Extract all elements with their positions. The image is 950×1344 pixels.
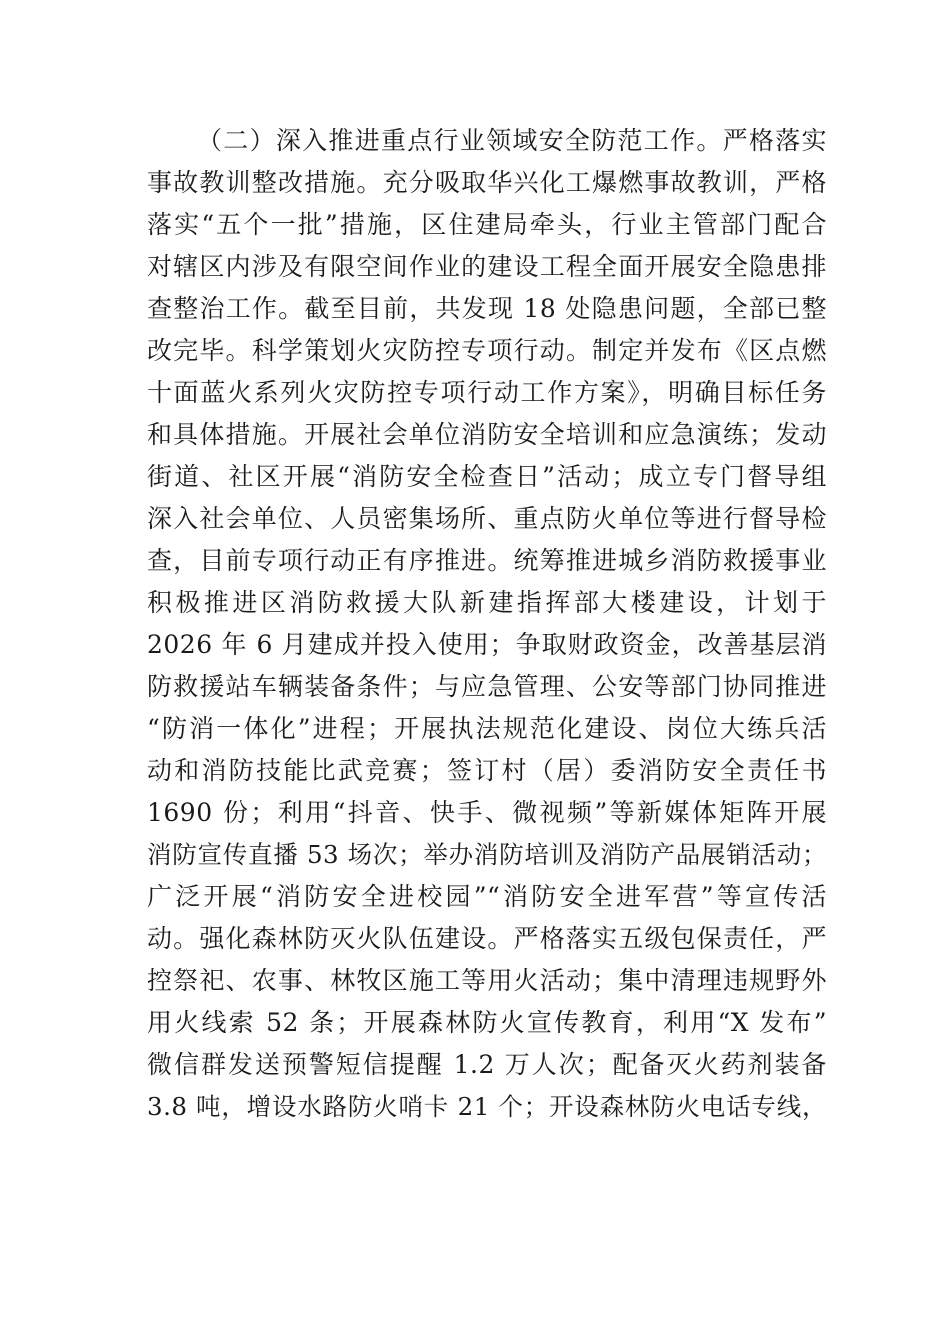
paragraph-line: 事故教训整改措施。充分吸取华兴化工爆燃事故教训，严格 bbox=[147, 168, 827, 197]
paragraph-line: 和具体措施。开展社会单位消防安全培训和应急演练；发动 bbox=[147, 420, 827, 449]
paragraph-line: 控祭祀、农事、林牧区施工等用火活动；集中清理违规野外 bbox=[147, 966, 827, 995]
paragraph-line: 积极推进区消防救援大队新建指挥部大楼建设，计划于 bbox=[147, 588, 827, 617]
paragraph-line: （二）深入推进重点行业领域安全防范工作。严格落实 bbox=[197, 126, 827, 155]
paragraph-line: 十面蓝火系列火灾防控专项行动工作方案》，明确目标任务 bbox=[147, 378, 827, 407]
paragraph-line: 动。强化森林防灭火队伍建设。严格落实五级包保责任，严 bbox=[147, 924, 827, 953]
paragraph-line: 街道、社区开展“消防安全检查日”活动；成立专门督导组 bbox=[147, 462, 827, 491]
paragraph-line: 用火线索 52 条；开展森林防火宣传教育，利用“X 发布” bbox=[147, 1008, 827, 1037]
paragraph-line: “防消一体化”进程；开展执法规范化建设、岗位大练兵活 bbox=[147, 714, 827, 743]
paragraph-line: 动和消防技能比武竞赛；签订村（居）委消防安全责任书 bbox=[147, 756, 827, 785]
body-paragraph bbox=[147, 120, 827, 1128]
paragraph-line: 广泛开展“消防安全进校园”“消防安全进军营”等宣传活 bbox=[147, 882, 827, 911]
paragraph-line: 改完毕。科学策划火灾防控专项行动。制定并发布《区点燃 bbox=[147, 336, 827, 365]
paragraph-line: 对辖区内涉及有限空间作业的建设工程全面开展安全隐患排 bbox=[147, 252, 827, 281]
paragraph-line: 消防宣传直播 53 场次；举办消防培训及消防产品展销活动； bbox=[147, 840, 827, 869]
paragraph-line: 1690 份；利用“抖音、快手、微视频”等新媒体矩阵开展 bbox=[147, 798, 827, 827]
paragraph-line: 3.8 吨，增设水路防火哨卡 21 个；开设森林防火电话专线， bbox=[147, 1092, 827, 1121]
paragraph-line: 查整治工作。截至目前，共发现 18 处隐患问题，全部已整 bbox=[147, 294, 827, 323]
paragraph-line: 落实“五个一批”措施，区住建局牵头，行业主管部门配合 bbox=[147, 210, 827, 239]
paragraph-line: 深入社会单位、人员密集场所、重点防火单位等进行督导检 bbox=[147, 504, 827, 533]
paragraph-line: 查，目前专项行动正有序推进。统筹推进城乡消防救援事业 bbox=[147, 546, 827, 575]
paragraph-line: 2026 年 6 月建成并投入使用；争取财政资金，改善基层消 bbox=[147, 630, 827, 659]
paragraph-line: 防救援站车辆装备条件；与应急管理、公安等部门协同推进 bbox=[147, 672, 827, 701]
paragraph-line: 微信群发送预警短信提醒 1.2 万人次；配备灭火药剂装备 bbox=[147, 1050, 827, 1079]
